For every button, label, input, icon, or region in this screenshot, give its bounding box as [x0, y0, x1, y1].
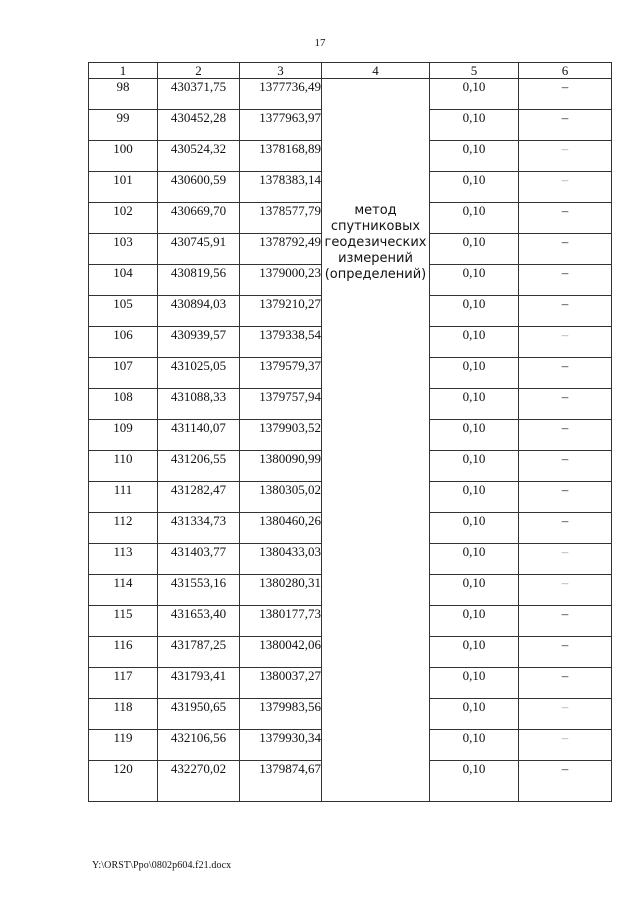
- accuracy-cell: 0,10: [430, 234, 519, 265]
- accuracy-cell: 0,10: [430, 265, 519, 296]
- accuracy-cell: 0,10: [430, 420, 519, 451]
- point-number-cell: 117: [89, 668, 158, 699]
- description-cell: –: [519, 79, 612, 110]
- y-coordinate-cell: 1377963,97: [240, 110, 322, 141]
- x-coordinate-cell: 432106,56: [158, 730, 240, 761]
- point-number-cell: 118: [89, 699, 158, 730]
- point-number-cell: 119: [89, 730, 158, 761]
- accuracy-cell: 0,10: [430, 668, 519, 699]
- y-coordinate-cell: 1379000,23: [240, 265, 322, 296]
- accuracy-cell: 0,10: [430, 296, 519, 327]
- header-col-2: 2: [158, 63, 240, 79]
- x-coordinate-cell: 431403,77: [158, 544, 240, 575]
- description-cell: –: [519, 327, 612, 358]
- description-cell: –: [519, 141, 612, 172]
- y-coordinate-cell: 1378383,14: [240, 172, 322, 203]
- x-coordinate-cell: 431950,65: [158, 699, 240, 730]
- point-number-cell: 109: [89, 420, 158, 451]
- x-coordinate-cell: 431206,55: [158, 451, 240, 482]
- point-number-cell: 101: [89, 172, 158, 203]
- x-coordinate-cell: 430524,32: [158, 141, 240, 172]
- y-coordinate-cell: 1380280,31: [240, 575, 322, 606]
- y-coordinate-cell: 1379210,27: [240, 296, 322, 327]
- description-cell: –: [519, 203, 612, 234]
- description-cell: –: [519, 420, 612, 451]
- point-number-cell: 107: [89, 358, 158, 389]
- footer-file-path: Y:\ORST\Ppo\0802p604.f21.docx: [92, 860, 232, 871]
- x-coordinate-cell: 430745,91: [158, 234, 240, 265]
- y-coordinate-cell: 1379930,34: [240, 730, 322, 761]
- y-coordinate-cell: 1378577,79: [240, 203, 322, 234]
- point-number-cell: 108: [89, 389, 158, 420]
- x-coordinate-cell: 430600,59: [158, 172, 240, 203]
- point-number-cell: 112: [89, 513, 158, 544]
- x-coordinate-cell: 431334,73: [158, 513, 240, 544]
- x-coordinate-cell: 431088,33: [158, 389, 240, 420]
- accuracy-cell: 0,10: [430, 141, 519, 172]
- description-cell: –: [519, 668, 612, 699]
- header-col-6: 6: [519, 63, 612, 79]
- x-coordinate-cell: 430371,75: [158, 79, 240, 110]
- point-number-cell: 114: [89, 575, 158, 606]
- table-body: [89, 79, 612, 802]
- header-col-3: 3: [240, 63, 322, 79]
- x-coordinate-cell: 431793,41: [158, 668, 240, 699]
- description-cell: –: [519, 575, 612, 606]
- header-col-1: 1: [89, 63, 158, 79]
- x-coordinate-cell: 431553,16: [158, 575, 240, 606]
- method-cell: [322, 79, 430, 802]
- x-coordinate-cell: 431282,47: [158, 482, 240, 513]
- point-number-cell: 111: [89, 482, 158, 513]
- description-cell: –: [519, 699, 612, 730]
- y-coordinate-cell: 1379757,94: [240, 389, 322, 420]
- description-cell: –: [519, 606, 612, 637]
- point-number-cell: 110: [89, 451, 158, 482]
- x-coordinate-cell: 431140,07: [158, 420, 240, 451]
- table-header-row: [89, 63, 612, 79]
- x-coordinate-cell: 430452,28: [158, 110, 240, 141]
- accuracy-cell: 0,10: [430, 730, 519, 761]
- accuracy-cell: 0,10: [430, 575, 519, 606]
- point-number-cell: 120: [89, 761, 158, 802]
- accuracy-cell: 0,10: [430, 544, 519, 575]
- x-coordinate-cell: 430669,70: [158, 203, 240, 234]
- point-number-cell: 105: [89, 296, 158, 327]
- description-cell: –: [519, 761, 612, 802]
- y-coordinate-cell: 1378168,89: [240, 141, 322, 172]
- x-coordinate-cell: 431025,05: [158, 358, 240, 389]
- table-row: [89, 79, 612, 110]
- point-number-cell: 116: [89, 637, 158, 668]
- description-cell: –: [519, 451, 612, 482]
- y-coordinate-cell: 1380090,99: [240, 451, 322, 482]
- description-cell: –: [519, 234, 612, 265]
- x-coordinate-cell: 430939,57: [158, 327, 240, 358]
- accuracy-cell: 0,10: [430, 110, 519, 141]
- y-coordinate-cell: 1378792,49: [240, 234, 322, 265]
- y-coordinate-cell: 1380433,03: [240, 544, 322, 575]
- coordinates-table: [88, 62, 612, 802]
- point-number-cell: 103: [89, 234, 158, 265]
- accuracy-cell: 0,10: [430, 513, 519, 544]
- y-coordinate-cell: 1379903,52: [240, 420, 322, 451]
- accuracy-cell: 0,10: [430, 761, 519, 802]
- page-number: 17: [314, 37, 326, 49]
- point-number-cell: 113: [89, 544, 158, 575]
- point-number-cell: 104: [89, 265, 158, 296]
- description-cell: –: [519, 110, 612, 141]
- header-col-5: 5: [430, 63, 519, 79]
- accuracy-cell: 0,10: [430, 327, 519, 358]
- y-coordinate-cell: 1380042,06: [240, 637, 322, 668]
- y-coordinate-cell: 1380305,02: [240, 482, 322, 513]
- point-number-cell: 115: [89, 606, 158, 637]
- accuracy-cell: 0,10: [430, 389, 519, 420]
- point-number-cell: 100: [89, 141, 158, 172]
- y-coordinate-cell: 1379874,67: [240, 761, 322, 802]
- description-cell: –: [519, 544, 612, 575]
- description-cell: –: [519, 358, 612, 389]
- y-coordinate-cell: 1377736,49: [240, 79, 322, 110]
- accuracy-cell: 0,10: [430, 79, 519, 110]
- y-coordinate-cell: 1379338,54: [240, 327, 322, 358]
- description-cell: –: [519, 482, 612, 513]
- accuracy-cell: 0,10: [430, 482, 519, 513]
- description-cell: –: [519, 265, 612, 296]
- description-cell: –: [519, 637, 612, 668]
- description-cell: –: [519, 513, 612, 544]
- point-number-cell: 98: [89, 79, 158, 110]
- x-coordinate-cell: 430819,56: [158, 265, 240, 296]
- x-coordinate-cell: 431653,40: [158, 606, 240, 637]
- y-coordinate-cell: 1380177,73: [240, 606, 322, 637]
- y-coordinate-cell: 1380460,26: [240, 513, 322, 544]
- header-col-4: 4: [322, 63, 430, 79]
- description-cell: –: [519, 172, 612, 203]
- accuracy-cell: 0,10: [430, 203, 519, 234]
- point-number-cell: 99: [89, 110, 158, 141]
- y-coordinate-cell: 1379983,56: [240, 699, 322, 730]
- point-number-cell: 102: [89, 203, 158, 234]
- x-coordinate-cell: 431787,25: [158, 637, 240, 668]
- x-coordinate-cell: 430894,03: [158, 296, 240, 327]
- accuracy-cell: 0,10: [430, 699, 519, 730]
- description-cell: –: [519, 296, 612, 327]
- y-coordinate-cell: 1380037,27: [240, 668, 322, 699]
- accuracy-cell: 0,10: [430, 172, 519, 203]
- accuracy-cell: 0,10: [430, 606, 519, 637]
- accuracy-cell: 0,10: [430, 358, 519, 389]
- description-cell: –: [519, 730, 612, 761]
- x-coordinate-cell: 432270,02: [158, 761, 240, 802]
- method-text: метод спутниковых геодезических измерений (определений): [324, 203, 427, 282]
- y-coordinate-cell: 1379579,37: [240, 358, 322, 389]
- accuracy-cell: 0,10: [430, 637, 519, 668]
- description-cell: –: [519, 389, 612, 420]
- accuracy-cell: 0,10: [430, 451, 519, 482]
- point-number-cell: 106: [89, 327, 158, 358]
